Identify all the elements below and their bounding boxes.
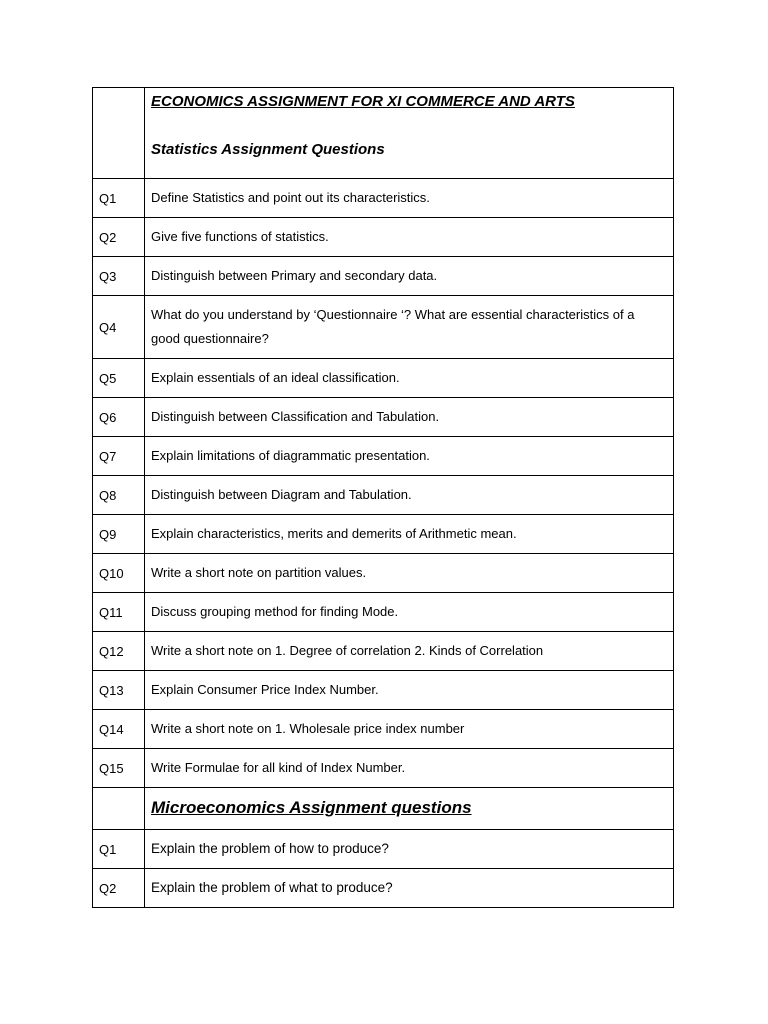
question-text: Give five functions of statistics. [145,218,674,257]
question-number: Q1 [93,830,145,869]
question-row [93,359,674,398]
micro-header-number-cell [93,788,145,830]
question-row [93,257,674,296]
question-row [93,710,674,749]
header-row [93,88,674,179]
micro-header-row [93,788,674,830]
question-number: Q9 [93,515,145,554]
question-row [93,296,674,359]
question-text: Define Statistics and point out its characteristics. [145,179,674,218]
question-text: What do you understand by ‘Questionnaire ‘? What are essential characteristics of a good questionnaire? [145,296,674,359]
question-text: Explain essentials of an ideal classification. [145,359,674,398]
question-number: Q3 [93,257,145,296]
question-number: Q11 [93,593,145,632]
microeconomics-heading: Microeconomics Assignment questions [151,798,472,817]
question-number: Q10 [93,554,145,593]
question-row [93,671,674,710]
question-number: Q2 [93,218,145,257]
statistics-heading: Statistics Assignment Questions [151,141,385,158]
question-row [93,554,674,593]
question-row [93,179,674,218]
question-number: Q1 [93,179,145,218]
question-number: Q5 [93,359,145,398]
question-text: Distinguish between Diagram and Tabulation. [145,476,674,515]
question-text: Explain limitations of diagrammatic presentation. [145,437,674,476]
question-number: Q7 [93,437,145,476]
question-row [93,437,674,476]
question-row [93,869,674,908]
question-text: Discuss grouping method for finding Mode. [145,593,674,632]
question-text: Explain characteristics, merits and demerits of Arithmetic mean. [145,515,674,554]
question-row [93,515,674,554]
question-number: Q6 [93,398,145,437]
micro-header-text-cell [145,788,674,830]
question-row [93,830,674,869]
question-number: Q2 [93,869,145,908]
question-text: Distinguish between Primary and secondary data. [145,257,674,296]
header-text-cell [145,88,674,179]
question-row [93,398,674,437]
question-text: Write a short note on partition values. [145,554,674,593]
question-row [93,218,674,257]
question-row [93,476,674,515]
question-number: Q12 [93,632,145,671]
question-row [93,749,674,788]
question-row [93,632,674,671]
question-row [93,593,674,632]
question-number: Q8 [93,476,145,515]
assignment-table [92,87,674,908]
question-text: Write a short note on 1. Degree of correlation 2. Kinds of Correlation [145,632,674,671]
question-text: Distinguish between Classification and Tabulation. [145,398,674,437]
question-text: Explain the problem of what to produce? [145,869,674,908]
question-number: Q15 [93,749,145,788]
question-number: Q4 [93,296,145,359]
document-title: ECONOMICS ASSIGNMENT FOR XI COMMERCE AND ARTS [151,93,575,110]
question-number: Q14 [93,710,145,749]
header-number-cell [93,88,145,179]
question-text: Write Formulae for all kind of Index Number. [145,749,674,788]
question-number: Q13 [93,671,145,710]
question-text: Explain Consumer Price Index Number. [145,671,674,710]
question-text: Write a short note on 1. Wholesale price index number [145,710,674,749]
question-text: Explain the problem of how to produce? [145,830,674,869]
